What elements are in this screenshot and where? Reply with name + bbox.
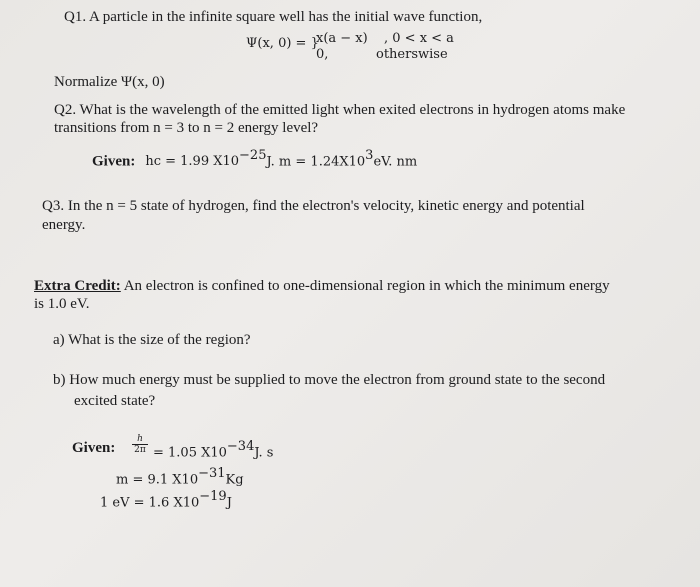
q1-case2-cond: otherswise (376, 47, 448, 62)
q1-title: Q1. A particle in the infinite square well has the initial wave function, (64, 9, 483, 25)
q1-case2-expr: 0, (316, 47, 329, 62)
extra-line2: is 1.0 eV. (34, 296, 90, 312)
q2-given-exp2: 3 (365, 148, 374, 163)
extra-line1-text: An electron is confined to one-dimensional region in which the minimum energy (120, 278, 610, 294)
mass-line (116, 466, 244, 488)
mass-exp: −31 (198, 466, 226, 481)
q2-given-exp: −25 (239, 148, 267, 163)
q2-given-rest: J. m = 1.24X10 (266, 154, 366, 170)
ev-unit: J (226, 495, 232, 511)
q1-psi-lhs: Ψ(x, 0) = } (246, 36, 319, 51)
extra-part-b-line2: excited state? (74, 393, 156, 409)
q2-given-value: hc = 1.99 X10 (145, 154, 240, 170)
q3-line2: energy. (42, 217, 86, 233)
hbar-fraction (132, 434, 148, 456)
extra-credit-label: Extra Credit: (34, 278, 121, 294)
hbar-line (153, 439, 273, 461)
ev-exp: −19 (199, 489, 227, 504)
extra-given-label: Given: (72, 440, 116, 456)
mass-value: m = 9.1 X10 (116, 472, 199, 488)
hbar-unit: J. s (254, 445, 274, 461)
extra-part-b-line1: b) How much energy must be supplied to move the electron from ground state to the second (53, 372, 606, 388)
q2-line1: Q2. What is the wavelength of the emitted light when exited electrons in hydrogen atoms make (54, 102, 626, 118)
hbar-frac-num: h (137, 434, 143, 444)
q1-case1-expr: x(a − x) (316, 31, 368, 46)
q2-given (92, 148, 417, 170)
extra-line1 (34, 277, 610, 296)
q3-line1: Q3. In the n = 5 state of hydrogen, find the electron's velocity, kinetic energy and potential (42, 198, 585, 214)
mass-unit: Kg (225, 472, 244, 488)
q2-line2: transitions from n = 3 to n = 2 energy level? (54, 120, 319, 136)
q2-given-rest2: eV. nm (373, 154, 418, 170)
hbar-value: = 1.05 X10 (153, 445, 227, 461)
hbar-exp: −34 (226, 439, 255, 454)
q2-given-label: Given: (92, 153, 136, 170)
q1-normalize: Normalize Ψ(x, 0) (54, 74, 165, 90)
extra-part-a: a) What is the size of the region? (53, 332, 251, 348)
hbar-frac-den: 2π (134, 445, 146, 455)
q1-case1-cond: , 0 < x < a (384, 31, 454, 46)
ev-value: 1 eV = 1.6 X10 (100, 495, 200, 511)
ev-line (100, 489, 232, 511)
